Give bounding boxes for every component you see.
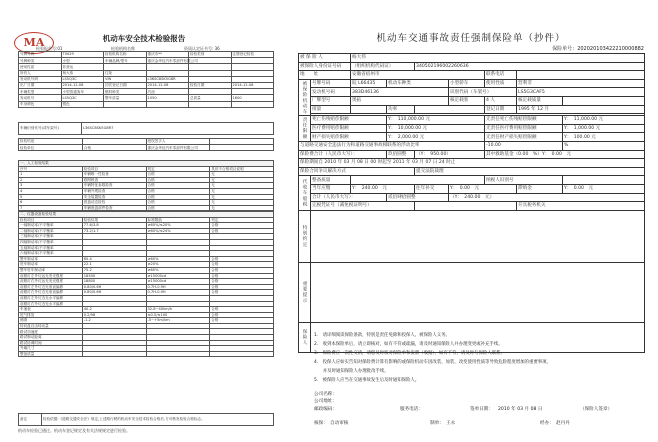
table-cell: 四轴制动率/不平衡率 xyxy=(19,239,83,245)
table-cell: 合格 xyxy=(146,200,210,206)
float-label: 与道路交通安全违法行为和道路交通事故相联系的浮动比率 xyxy=(299,141,485,150)
table-cell: 尾气排放 xyxy=(19,312,83,318)
regdate-value: 1995 年 12 月 xyxy=(517,105,645,114)
address-value: 安徽省宿州市 xyxy=(351,71,485,80)
footer-maker-label: 制单： xyxy=(430,421,444,426)
table-cell: 路试协调时间 xyxy=(19,340,83,346)
basic-info-cell: 1600 xyxy=(231,95,274,101)
basic-info-row xyxy=(19,101,274,107)
table-cell: 联网核查 xyxy=(82,177,146,183)
table-cell: 0.80/0.6H xyxy=(82,284,146,290)
table-cell: 无 xyxy=(210,194,274,200)
death-nd-value: Y： 11,000.00 元 xyxy=(563,116,645,125)
table-cell: 2 xyxy=(19,177,83,183)
remark-text: 检验依据:《道路交通安全法》规定,上述路行驶的机动车安全技术检验合格后,方可核发检验合格标志。 xyxy=(42,414,274,426)
vin-value: L36SC8SK5G8R7 xyxy=(82,123,274,135)
section-2-column: 判定 xyxy=(210,217,274,223)
note-item: 5. 被保险人应当在交通事故发生后及时通知保险人。 xyxy=(314,378,420,383)
insured-label: 被 保 险 人 xyxy=(299,54,351,63)
cert-number: 资质认定证书号: 36 xyxy=(184,46,220,51)
table-cell: 无 xyxy=(210,177,274,183)
regdate-label: 登记日期 xyxy=(485,105,517,114)
sign-date-label: 签单日期： xyxy=(470,407,493,412)
section-1-column: 序号 xyxy=(19,166,83,172)
basic-info-cell: LS5Q3C xyxy=(61,76,104,82)
table-cell: 二轴制动率/不平衡率 xyxy=(19,228,83,234)
brand-label: 厂牌型号 xyxy=(311,96,351,105)
basic-info-cell: 发动机号 xyxy=(19,95,62,101)
plate-label: 号牌号码 xyxy=(311,79,351,88)
table-cell: 整车驻车制动率 xyxy=(19,267,83,273)
table-cell: 合格 xyxy=(210,290,274,296)
plate-value: 皖 L66435 xyxy=(351,79,387,88)
float-unit: % xyxy=(563,141,645,150)
basic-info-cell xyxy=(104,101,147,107)
basic-info-cell: 车身颜色 xyxy=(19,101,62,107)
table-cell: 前照灯左外灯远光发光强度 xyxy=(19,273,83,279)
prop-nd-value: Y： 100.00 元 xyxy=(563,133,645,142)
table-cell: 22.1 xyxy=(82,262,146,268)
table-cell: 前照灯左外灯近光水平偏移 xyxy=(19,295,83,301)
tax-total-label: 合计（人民币大写）： xyxy=(311,193,387,202)
basic-info-cell xyxy=(231,101,274,107)
remark-table xyxy=(18,413,274,426)
vehicle-type-label: 机动车种类 xyxy=(387,79,449,88)
section-1-column: 检验项目 xyxy=(82,166,146,172)
current-tax-label: 当年应缴 xyxy=(311,184,351,193)
basic-info-cell: 车辆品牌/型号 xyxy=(104,58,147,64)
seat-label: 核定载客 xyxy=(449,96,485,105)
taxable-label: 整备质量 xyxy=(311,176,351,185)
sign-date-value: 2010 年 03 月 08 日 xyxy=(498,407,543,412)
mass-value xyxy=(563,96,645,105)
table-cell: 合格 xyxy=(146,177,210,183)
note-item: 4. 投保人应如实告知对保险费计算有影响的或保险机动车因改装、加装、改变使用性质等导致危险程度增加的重要事项， xyxy=(314,360,551,365)
insurer-seal: （保险人签章） xyxy=(580,407,613,412)
death-limit-label: 死亡伤残赔偿限额 xyxy=(311,116,387,125)
basic-info-cell: 使用性质 xyxy=(19,64,62,70)
table-cell: 无 xyxy=(210,200,274,206)
basic-info-cell: 初次登记日期 xyxy=(104,82,147,88)
table-cell xyxy=(82,351,146,357)
id-type: （组织机构代码证） xyxy=(351,62,415,71)
org-label: 检验机构名称 xyxy=(111,46,135,51)
table-cell: 前照灯右外灯近光水平偏移 xyxy=(19,301,83,307)
current-tax-value: Y： 240.00 元 xyxy=(351,184,415,193)
footer-checker: 自动审核 xyxy=(330,421,349,426)
section-2-title: 二、仪器设备检验结果 xyxy=(19,212,274,218)
conclusion-cell: 授权签字人 xyxy=(146,139,210,145)
section-2-column: 标准限值 xyxy=(146,217,210,223)
policy-number-label: 保险单号： xyxy=(552,46,578,52)
table-cell: 三轴制动率/不平衡率 xyxy=(19,234,83,240)
engine-label: 发动机号码 xyxy=(311,88,351,97)
cma-logo: MA xyxy=(14,32,54,54)
conclusion-cell: 检验结论 xyxy=(19,139,83,145)
section-2-column: 检验结果 xyxy=(82,217,146,223)
past-tax-label: 往年补交 xyxy=(415,184,449,193)
table-cell: 7 xyxy=(19,205,83,211)
insurer-name-label: 公司名称： xyxy=(314,392,337,397)
table-cell: ≥20% xyxy=(146,262,210,268)
basic-info-cell: 车辆类型 xyxy=(19,89,62,95)
basic-info-cell: 检验机构名称 xyxy=(104,52,147,58)
use-value: 营利非 xyxy=(517,79,645,88)
basic-info-table xyxy=(18,51,274,108)
table-cell: 一轴制动率/不平衡率 xyxy=(19,223,83,229)
basic-info-cell: 非营运 xyxy=(61,64,104,70)
table-cell: 40.2 xyxy=(82,307,146,313)
policy-title: 机动车交通事故责任强制保险单（抄件） xyxy=(376,33,566,44)
tax-cert-value xyxy=(415,202,517,211)
engine-value: 383D46136 xyxy=(351,88,449,97)
table-cell: 0.7H-0.9H xyxy=(146,290,210,296)
tax-office-label: 开具税务机关 xyxy=(517,202,645,211)
table-cell: 合格 xyxy=(210,318,274,324)
table-cell: -1.2 xyxy=(82,318,146,324)
basic-info-cell: 重庆市** xyxy=(146,52,189,58)
table-cell: 合格 xyxy=(210,279,274,285)
table-cell: 路试初速度 xyxy=(19,329,83,335)
taxpayer-label: 纳税人识别号 xyxy=(485,176,563,185)
table-cell: 3 xyxy=(19,183,83,189)
table-cell xyxy=(210,351,274,357)
table-cell: 0.2/98 xyxy=(82,312,146,318)
address-label: 地 址 xyxy=(299,71,351,80)
note-item: 2. 收到本保险单后，请立即核对，如有不符或疏漏，请及时通知保险人并办理变更或补充手续。 xyxy=(314,342,503,347)
table-cell: 前照灯右外灯近光垂直偏移 xyxy=(19,290,83,296)
basic-info-cell: 所有人 xyxy=(19,70,62,76)
footer-checker-label: 核保： xyxy=(314,421,328,426)
float-value: -10.00 xyxy=(485,141,563,150)
section-1-title: 一、人工检验结果 xyxy=(19,161,274,167)
table-cell: 路试制动距离 xyxy=(19,335,83,341)
table-cell: 73.2/1.7 xyxy=(82,228,146,234)
basic-info-cell: 汽油 xyxy=(146,89,189,95)
table-cell: 无 xyxy=(210,183,274,189)
premium-label: 保险费合计（人民币大写）： xyxy=(299,150,387,159)
table-cell: 车辆外观检查 xyxy=(82,188,146,194)
table-cell: 五轴制动率/不平衡率 xyxy=(19,245,83,251)
table-cell: 车辆底盘部件检查 xyxy=(82,205,146,211)
table-cell: 转向盘自由转动量 xyxy=(19,323,83,329)
basic-info-cell: 住址 xyxy=(104,70,147,76)
prop-limit-value: Y： 2,000.00 元 xyxy=(387,133,485,142)
premium-words: 玖佰圆整 xyxy=(387,150,415,159)
notes-side-label: 重要提示 xyxy=(299,262,311,322)
table-cell: ≥60%/≤20% xyxy=(146,223,210,229)
seat-value: 4 人 xyxy=(485,96,517,105)
table-cell: 77.6/3.8 xyxy=(82,223,146,229)
table-cell: 车速表 xyxy=(19,307,83,313)
policy-table xyxy=(298,53,645,353)
table-cell: 75.2 xyxy=(82,267,146,273)
footer-handler: 赵丹丹 xyxy=(556,421,570,426)
table-cell: ≥15000cd xyxy=(146,279,210,285)
table-cell: ≥60% xyxy=(146,256,210,262)
late-fee-label: 滞纳金 xyxy=(517,184,563,193)
contract-value: 提交法院裁理 xyxy=(415,167,645,176)
phone-value xyxy=(517,71,645,80)
table-cell: 安全装置检查 xyxy=(82,194,146,200)
table-cell: 无 xyxy=(210,172,274,178)
table-cell: 前照灯左外灯近光垂直偏移 xyxy=(19,284,83,290)
med-limit-value: Y： 10,000.00 元 xyxy=(387,124,485,133)
death-limit-value: Y： 110,000.00 元 xyxy=(387,116,485,125)
mass-label: 核定载质量 xyxy=(517,96,563,105)
power-label: 功率 xyxy=(387,105,415,114)
basic-info-cell: 小型 xyxy=(61,58,104,64)
basic-info-cell xyxy=(146,101,189,107)
table-cell: 0.80/0.6H xyxy=(82,290,146,296)
basic-info-cell: T0029 xyxy=(61,52,104,58)
insurer-phone-label: 服务电话： xyxy=(400,407,423,412)
table-cell: 合格 xyxy=(210,273,274,279)
contract-label: 保险合同争议解决方式 xyxy=(299,167,415,176)
power-value xyxy=(415,105,485,114)
table-cell: 合格 xyxy=(146,188,210,194)
footer-maker: 王永 xyxy=(446,421,456,426)
basic-info-cell: 2014-12-08 xyxy=(61,82,104,88)
basic-info-cell: 号牌种类 xyxy=(19,58,62,64)
report-number: 检验报告号:01 xyxy=(36,46,63,51)
table-cell: ≥60%/≤24% xyxy=(146,228,210,234)
limits-side-label: 责任限额 xyxy=(299,116,311,142)
vehicle-type-value: 小型轿车 xyxy=(449,79,485,88)
table-cell: 底盘动态检验 xyxy=(82,200,146,206)
table-cell: 合格 xyxy=(146,183,210,189)
vin-table xyxy=(18,122,274,135)
table-cell: 18800 xyxy=(82,279,146,285)
table-cell: 合格 xyxy=(210,284,274,290)
footer-handler-label: 经办： xyxy=(540,421,554,426)
table-cell: 整车制动率 xyxy=(19,256,83,262)
remark-label: 备注 xyxy=(19,414,42,426)
table-cell: 合格 xyxy=(210,228,274,234)
left-footer: 机动车检验已通过。机动车登记规定及有关法规规定进行检验。 xyxy=(18,428,130,433)
table-cell: 0.7H-0.9H xyxy=(146,284,210,290)
policy-number xyxy=(552,45,644,52)
taxpayer-value xyxy=(563,176,645,185)
basic-info-cell: 发动机号码 xyxy=(19,76,62,82)
table-cell: 合格 xyxy=(146,172,210,178)
med-limit-label: 医疗费用赔偿限额 xyxy=(311,124,387,133)
basic-info-cell: 检验日期 xyxy=(189,82,232,88)
table-cell: ≤0.5/≤100 xyxy=(146,312,210,318)
conclusion-table xyxy=(18,138,274,151)
table-cell: 六轴制动率/不平衡率 xyxy=(19,251,83,257)
tax-cert-label: 完税凭证号（减免税证明号） xyxy=(311,202,415,211)
id-label: 被保险人身份证号码 xyxy=(299,62,351,71)
basic-info-cell: 出厂日期 xyxy=(19,82,62,88)
notes-list xyxy=(314,331,551,385)
table-cell: 合格 xyxy=(210,262,274,268)
insurance-period: 保险期间自 2010 年 03 月 08 日 00 时起至 2011 年 03 月 07 日 24 时止 xyxy=(299,159,645,168)
basic-info-cell: VIN xyxy=(104,76,147,82)
table-cell: 合格 xyxy=(210,256,274,262)
insurer-zip-label: 邮政编码： xyxy=(314,407,337,412)
vin-label-right: 识别代码（车架号） xyxy=(449,88,517,97)
basic-info-cell: 号牌号码 xyxy=(19,52,62,58)
table-cell: 1 xyxy=(19,172,83,178)
vin-value-right: LS5G3CAF5 xyxy=(517,88,645,97)
table-cell: 合格 xyxy=(210,223,274,229)
insured-value: 杨大伟 xyxy=(351,54,645,63)
table-cell: 32.8~40km/h xyxy=(146,307,210,313)
prop-nd-label: 无责任财产损失赔偿限额 xyxy=(485,133,563,142)
table-cell: 合格 xyxy=(210,307,274,313)
vehicle-side-label: 被保险机动车 xyxy=(299,79,311,115)
basic-info-cell: 总质量 xyxy=(189,95,232,101)
table-row xyxy=(19,351,274,357)
table-row xyxy=(19,205,274,211)
policy-number-value: 202020103422210000882 xyxy=(577,46,644,52)
conclusion-row xyxy=(19,145,274,151)
table-cell xyxy=(146,351,210,357)
inspection-report-page xyxy=(6,10,282,435)
section-1-column: 判定 xyxy=(146,166,210,172)
table-cell: 车辆特征参数检查 xyxy=(82,183,146,189)
premium-number: （Y： 950.00） xyxy=(415,150,485,159)
basic-info-cell: 注册登记检验 xyxy=(231,52,274,58)
table-cell: 外廓尺寸 xyxy=(19,346,83,352)
basic-info-cell xyxy=(189,101,232,107)
prop-limit-label: 财产损失赔偿限额 xyxy=(311,133,387,142)
section-1-column: 具体不合格项目说明 xyxy=(210,166,274,172)
table-cell: 合格 xyxy=(146,205,210,211)
med-nd-value: Y： 1,000.00 元 xyxy=(563,124,645,133)
id-number: 340502196002260636 xyxy=(415,62,645,71)
basic-info-cell: 银色 xyxy=(61,101,104,107)
basic-info-cell: 检验类别 xyxy=(189,52,232,58)
insurance-policy-page xyxy=(290,10,652,435)
table-cell: 5 xyxy=(19,194,83,200)
table-cell: 无 xyxy=(210,205,274,211)
instrument-inspection-table xyxy=(18,211,274,357)
table-cell: 6 xyxy=(19,200,83,206)
past-tax-value: Y： 0.00 元 xyxy=(449,184,517,193)
table-cell: -5~+5m/km xyxy=(146,318,210,324)
table-cell: 车辆唯一性检查 xyxy=(82,172,146,178)
basic-info-cell: 燃料种类 xyxy=(104,89,147,95)
weight-label: 排量 xyxy=(311,105,351,114)
table-cell: ≥60% xyxy=(146,267,210,273)
table-cell: 前照灯右外灯远光发光强度 xyxy=(19,279,83,285)
conclusion-cell: 检验单位 xyxy=(19,145,83,151)
taxable-value xyxy=(351,176,485,185)
rescue-fund: 其中救助基金（0.00 %）Y： 0.00 元 xyxy=(485,150,645,159)
death-nd-label: 无责任死亡伤残赔偿限额 xyxy=(485,116,563,125)
table-cell: 4 xyxy=(19,188,83,194)
table-cell: 整备质量 xyxy=(19,351,83,357)
table-cell: 合格 xyxy=(210,312,274,318)
tax-total-words: 贰佰肆拾圆整 xyxy=(387,193,449,202)
note-item: 1. 请详细阅读保险条款，特别是责任免除和投保人、被保险人义务。 xyxy=(314,333,450,338)
note-item: 并及时通知保险人办理批改手续。 xyxy=(314,369,389,374)
vin-label: 车辆识别代号(或车架号) xyxy=(19,123,82,135)
manual-inspection-table xyxy=(18,160,274,211)
basic-info-cell: L36SC8SK5G8R xyxy=(146,76,189,82)
table-cell: ≥15000cd xyxy=(146,273,210,279)
note-item: 3. 保险费应一次性交清，请您及时核对保险单和发票（收据），如有不符，请及时与保险人联系。 xyxy=(314,351,505,356)
basic-info-cell: 2014-12-08 xyxy=(146,82,189,88)
report-title: 机动车安全技术检验报告 xyxy=(102,34,186,43)
table-cell: 驻车制动率 xyxy=(19,262,83,268)
table-cell: 合格 xyxy=(146,194,210,200)
section-2-column: 检验项目 xyxy=(19,217,83,223)
tax-side-label: 代收车船税 xyxy=(299,176,311,210)
phone-label: 联系电话 xyxy=(485,71,517,80)
basic-info-cell: LS5Q3C xyxy=(61,95,104,101)
brand-value: 奥拓 xyxy=(351,96,449,105)
insurer-side-label: 保险人 xyxy=(299,322,311,352)
late-fee-value: Y： 0.00 元 xyxy=(563,184,645,193)
conclusion-cell: 合格 xyxy=(82,145,146,151)
conclusion-cell xyxy=(210,145,274,151)
basic-info-cell: 1050 xyxy=(146,95,189,101)
basic-info-cell: 2014-12-08 xyxy=(231,82,274,88)
table-cell: 侧滑 xyxy=(19,318,83,324)
table-cell: 65.4 xyxy=(82,256,146,262)
basic-info-cell: 杨大伟 xyxy=(61,70,104,76)
basic-info-cell: 小型普通客车 xyxy=(61,89,104,95)
special-side-label: 特别约定 xyxy=(299,210,311,262)
weight-value xyxy=(351,105,387,114)
special-terms-area xyxy=(311,210,645,262)
conclusion-cell: 重庆金华佳汽车零部件有限公司 xyxy=(146,145,210,151)
table-cell: 18500 xyxy=(82,273,146,279)
notes-area xyxy=(311,262,645,322)
med-nd-label: 无责任医疗费用赔偿限额 xyxy=(485,124,563,133)
basic-info-cell: 整车质量 xyxy=(104,95,147,101)
table-cell: 合格 xyxy=(210,267,274,273)
basic-info-cell: 重庆金华佳汽车零部件有限公司 xyxy=(147,58,198,63)
table-cell: 无 xyxy=(210,188,274,194)
use-label: 使用性质 xyxy=(485,79,517,88)
tax-total-number: （Y： 240.00 元） xyxy=(449,193,645,202)
insurer-addr-label: 公司地址： xyxy=(314,399,337,404)
